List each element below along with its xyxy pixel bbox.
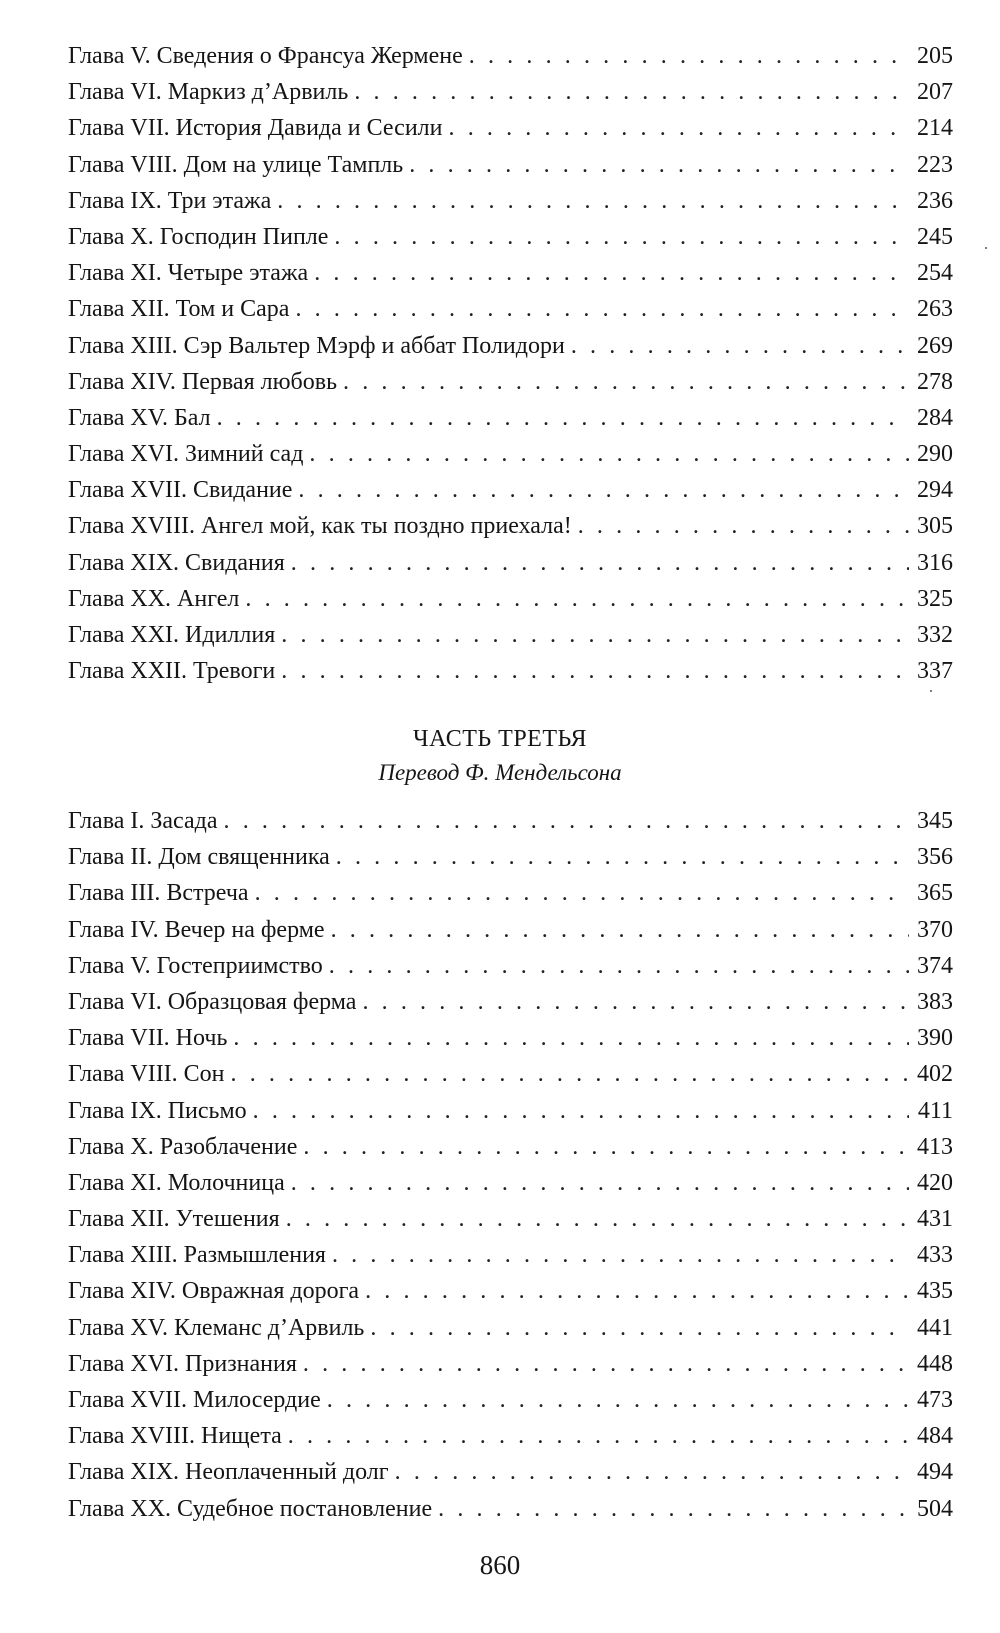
toc-entry xyxy=(68,875,953,911)
toc-entry-title: Глава VIII. Сон xyxy=(68,1061,225,1088)
dot-leader xyxy=(233,1020,909,1056)
toc-entry-title: Глава X. Разоблачение xyxy=(68,1133,298,1160)
toc-entry xyxy=(68,436,953,472)
toc-entry-title: Глава XV. Клеманс д’Арвиль xyxy=(68,1314,365,1341)
toc-entry-page: 390 xyxy=(917,1025,953,1052)
toc-entry-page: 294 xyxy=(917,477,953,504)
toc-entry-page: 356 xyxy=(917,844,953,871)
toc-entry-page: 411 xyxy=(917,1097,953,1124)
toc-entry-title: Глава XX. Ангел xyxy=(68,585,240,612)
toc-entry-page: 473 xyxy=(917,1387,953,1413)
toc-entry-page: 374 xyxy=(917,952,953,979)
toc-entry-title: Глава XVIII. Нищета xyxy=(68,1423,282,1450)
toc-entry-page: 325 xyxy=(917,585,953,612)
toc-entry-page: 254 xyxy=(917,260,953,287)
toc-entry-title: Глава V. Гостеприимство xyxy=(68,952,323,979)
toc-entry xyxy=(68,581,953,617)
dot-leader xyxy=(281,653,909,689)
toc-entry xyxy=(68,653,953,689)
toc-entry xyxy=(68,400,953,436)
dot-leader xyxy=(395,1454,909,1490)
toc-entry xyxy=(68,803,953,839)
toc-entry-page: 263 xyxy=(917,296,953,323)
toc-entry-page: 433 xyxy=(917,1242,953,1269)
toc-entry-page: 441 xyxy=(917,1314,953,1341)
toc-entry xyxy=(68,1129,953,1165)
dot-leader xyxy=(362,984,909,1020)
dot-leader xyxy=(231,1056,909,1092)
toc-entry xyxy=(68,1454,953,1490)
toc-entry xyxy=(68,328,953,364)
dot-leader xyxy=(291,545,909,581)
toc-entry-title: Глава XII. Том и Сара xyxy=(68,296,290,323)
toc-entry xyxy=(68,984,953,1020)
toc-entry-page: 370 xyxy=(917,916,953,943)
dot-leader xyxy=(277,183,909,219)
toc-entry xyxy=(68,1201,953,1237)
toc-part-two-list xyxy=(68,38,953,689)
toc-entry-title: Глава XI. Молочница xyxy=(68,1169,285,1196)
toc-entry-page: 345 xyxy=(917,808,953,834)
dot-leader xyxy=(343,364,909,400)
dot-leader xyxy=(438,1491,909,1527)
toc-entry-title: Глава II. Дом священника xyxy=(68,844,330,871)
toc-entry xyxy=(68,1237,953,1273)
toc-entry-page: 290 xyxy=(917,441,953,468)
toc-entry xyxy=(68,839,953,875)
toc-entry xyxy=(68,545,953,581)
toc-entry-page: 484 xyxy=(917,1423,953,1450)
toc-entry-page: 413 xyxy=(917,1133,953,1160)
toc-entry xyxy=(68,255,953,291)
toc-entry-page: 431 xyxy=(917,1206,953,1233)
toc-entry-title: Глава X. Господин Пипле xyxy=(68,223,329,250)
toc-entry-title: Глава XXII. Тревоги xyxy=(68,658,276,685)
toc-entry-title: Глава VIII. Дом на улице Тампль xyxy=(68,151,404,178)
toc-entry-page: 245 xyxy=(917,223,953,250)
part-three-heading: ЧАСТЬ ТРЕТЬЯ xyxy=(412,726,588,752)
toc-entry-title: Глава I. Засада xyxy=(68,808,218,834)
dot-leader xyxy=(327,1382,909,1418)
translator-credit: Перевод Ф. Мендельсона xyxy=(378,760,622,785)
toc-entry-page: 207 xyxy=(917,79,953,106)
dot-leader xyxy=(571,328,909,364)
dot-leader xyxy=(336,839,909,875)
toc-entry-title: Глава XVII. Милосердие xyxy=(68,1387,321,1413)
toc-entry-page: 278 xyxy=(917,368,953,395)
dot-leader xyxy=(332,1237,909,1273)
dot-leader xyxy=(314,255,909,291)
toc-entry-title: Глава IX. Письмо xyxy=(68,1097,247,1124)
dot-leader xyxy=(288,1418,909,1454)
toc-entry xyxy=(68,219,953,255)
dot-leader xyxy=(578,508,909,544)
toc-entry-title: Глава XIX. Неоплаченный долг xyxy=(68,1459,389,1486)
toc-entry xyxy=(68,1491,953,1527)
toc-entry-title: Глава VII. Ночь xyxy=(68,1025,228,1052)
toc-entry-title: Глава XIII. Размышления xyxy=(68,1242,326,1269)
toc-entry-page: 332 xyxy=(917,622,953,648)
toc-entry-page: 494 xyxy=(917,1459,953,1486)
dot-leader xyxy=(449,110,910,146)
toc-entry-title: Глава V. Сведения о Франсуа Жермене xyxy=(68,43,463,69)
toc-entry xyxy=(68,1382,953,1418)
toc-entry-title: Глава XVII. Свидание xyxy=(68,477,293,504)
toc-entry xyxy=(68,183,953,219)
toc-entry-title: Глава XIX. Свидания xyxy=(68,549,285,576)
dot-leader xyxy=(365,1273,909,1309)
dot-leader xyxy=(370,1310,909,1346)
toc-entry xyxy=(68,1056,953,1092)
toc-entry-page: 435 xyxy=(917,1278,953,1305)
dot-leader xyxy=(224,803,910,839)
toc-entry xyxy=(68,291,953,327)
toc-entry xyxy=(68,1093,953,1129)
toc-entry-page: 214 xyxy=(917,115,953,142)
toc-entry xyxy=(68,948,953,984)
page-number: 860 xyxy=(479,1550,521,1580)
scan-speck xyxy=(985,247,987,249)
toc-entry-title: Глава VI. Образцовая ферма xyxy=(68,988,357,1015)
dot-leader xyxy=(354,74,909,110)
toc-entry-title: Глава XV. Бал xyxy=(68,404,211,431)
toc-entry xyxy=(68,1310,953,1346)
dot-leader xyxy=(217,400,909,436)
toc-entry-title: Глава XXI. Идиллия xyxy=(68,622,276,648)
dot-leader xyxy=(255,875,909,911)
dot-leader xyxy=(291,1165,909,1201)
toc-entry-title: Глава IV. Вечер на ферме xyxy=(68,916,325,943)
dot-leader xyxy=(298,472,909,508)
toc-entry-title: Глава XIV. Первая любовь xyxy=(68,368,338,395)
toc-entry xyxy=(68,364,953,400)
toc-entry-page: 420 xyxy=(917,1169,953,1196)
toc-entry xyxy=(68,147,953,183)
toc-entry-title: Глава VII. История Давида и Сесили xyxy=(68,115,443,142)
dot-leader xyxy=(469,38,909,74)
toc-entry-title: Глава XII. Утешения xyxy=(68,1206,280,1233)
toc-entry xyxy=(68,110,953,146)
toc-entry-page: 316 xyxy=(917,549,953,576)
toc-entry-title: Глава XIV. Овражная дорога xyxy=(68,1278,360,1305)
toc-entry xyxy=(68,1020,953,1056)
toc-entry-title: Глава XIII. Сэр Вальтер Мэрф и аббат Полидори xyxy=(68,332,565,359)
toc-entry xyxy=(68,74,953,110)
toc-entry-page: 269 xyxy=(917,332,953,359)
dot-leader xyxy=(303,1129,909,1165)
toc-entry-title: Глава XVIII. Ангел мой, как ты поздно приехала! xyxy=(68,513,572,540)
toc-entry-title: Глава VI. Маркиз д’Арвиль xyxy=(68,79,349,106)
dot-leader xyxy=(409,147,909,183)
scan-speck xyxy=(930,690,932,692)
toc-entry-page: 337 xyxy=(917,658,953,685)
toc-entry xyxy=(68,912,953,948)
dot-leader xyxy=(253,1093,909,1129)
toc-entry-page: 305 xyxy=(917,513,953,540)
toc-entry-title: Глава XI. Четыре этажа xyxy=(68,260,309,287)
toc-entry xyxy=(68,472,953,508)
toc-entry-page: 448 xyxy=(917,1350,953,1377)
dot-leader xyxy=(245,581,909,617)
toc-entry-page: 402 xyxy=(917,1061,953,1088)
toc-entry-page: 383 xyxy=(917,988,953,1015)
toc-entry xyxy=(68,1273,953,1309)
toc-entry xyxy=(68,508,953,544)
toc-entry-page: 365 xyxy=(917,880,953,907)
toc-entry xyxy=(68,38,953,74)
dot-leader xyxy=(329,948,909,984)
toc-entry xyxy=(68,1418,953,1454)
dot-leader xyxy=(281,617,909,653)
toc-entry-title: Глава XX. Судебное постановление xyxy=(68,1495,433,1522)
dot-leader xyxy=(295,291,909,327)
toc-entry-page: 205 xyxy=(917,43,953,69)
toc-entry-page: 284 xyxy=(917,404,953,431)
toc-entry-title: Глава XVI. Зимний сад xyxy=(68,441,304,468)
toc-entry-page: 223 xyxy=(917,151,953,178)
toc-entry-title: Глава IX. Три этажа xyxy=(68,187,272,214)
toc-entry-title: Глава XVI. Признания xyxy=(68,1350,297,1377)
toc-entry xyxy=(68,1165,953,1201)
toc-entry xyxy=(68,617,953,653)
dot-leader xyxy=(331,912,909,948)
toc-part-three-list xyxy=(68,803,953,1527)
dot-leader xyxy=(309,436,909,472)
toc-entry-page: 504 xyxy=(917,1495,953,1522)
dot-leader xyxy=(303,1346,909,1382)
toc-entry-page: 236 xyxy=(917,187,953,214)
toc-entry xyxy=(68,1346,953,1382)
dot-leader xyxy=(334,219,909,255)
dot-leader xyxy=(286,1201,909,1237)
toc-entry-title: Глава III. Встреча xyxy=(68,880,249,907)
